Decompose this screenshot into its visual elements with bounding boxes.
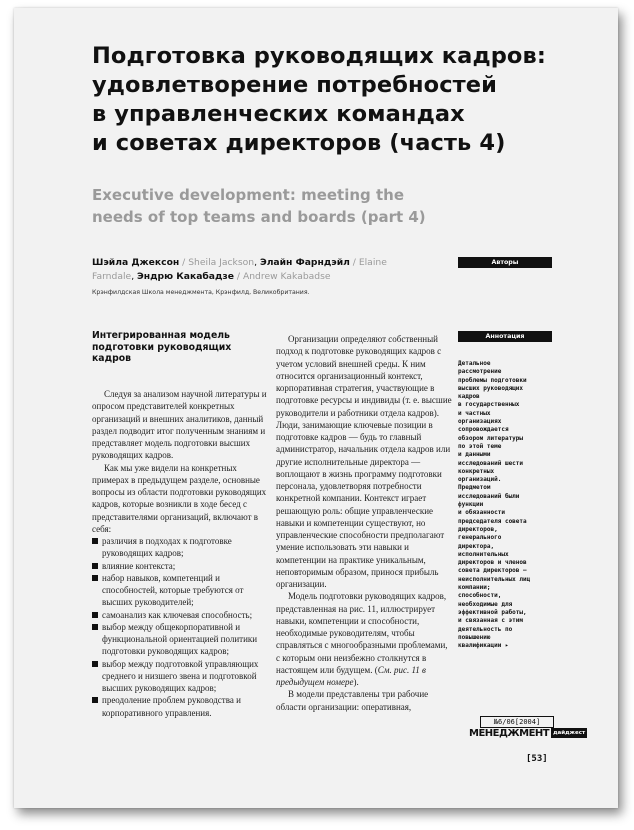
list-item: самоанализ как ключевая способность; (92, 609, 268, 621)
paragraph-text: ). (353, 677, 359, 687)
title-line: в управленческих командах (92, 101, 465, 127)
abstract-line: способности, (458, 592, 502, 600)
abstract-line: генерального (458, 534, 502, 542)
journal-page (14, 8, 618, 808)
abstract-line: в государственных (458, 401, 520, 409)
author-name-latin: Elaine (358, 257, 387, 268)
subtitle-line: needs of top teams and boards (part 4) (92, 208, 426, 226)
abstract-line: исполнительных (458, 550, 509, 558)
abstract-line: сопровождается (458, 426, 509, 434)
abstract-line: и связанная с этим (458, 617, 524, 625)
abstract-line: рассмотрение (458, 368, 502, 376)
paragraph-text: Модель подготовки руководящих кадров, представленная на рис. 11, иллюстрирует навыки, компетенции и способности, необходимые руководителям, чтобы справляться с многообразными проблемами, с которым они неизбежно столкнутся в настоящем или будущем. ( (276, 591, 448, 675)
list-item: различия в подходах к подготовке руководящих кадров; (92, 535, 268, 560)
abstract-line: деятельность по (458, 625, 513, 633)
paragraph: В модели представлены три рабочие области организации: оперативная, (276, 689, 429, 712)
abstract-line: председателя совета (458, 517, 527, 525)
abstract-line: обзором литературы (458, 434, 524, 442)
list-item: набор навыков, компетенций и способностей, которые требуются от высших руководителей; (92, 572, 268, 609)
list-item: преодоление проблем руководства и корпоративного управления. (92, 694, 268, 719)
article-title (92, 42, 572, 158)
abstract-line: функции (458, 501, 484, 509)
abstract-line: конкретных (458, 467, 495, 475)
title-line: удовлетворение потребностей (92, 72, 498, 98)
abstract-line: Детальное (458, 360, 491, 367)
paragraph: Организации определяют собственный подход к подготовке руководящих кадров с учетом условий внешней среды. К ним относится организационный контекст, корпоративная стратегия, участвующие в подготовке ресурсы и индивиды (т. е. высшие руководители и работники отдела кадров). Люди, занимающие ключевые позиции в подготовке кадров — будь то главный администратор, начальник отдела кадров или другие исполнительные директора — воплощают в жизнь программу подготовки персонала, удовлетворяя потребности конкретной компании. Контекст играет решающую роль: общие управленческие навыки и компетенции существуют, но управленческие способности предполагают умение использовать эти навыки и компетенции на практике уникальным, неповторимым образом, принося прибыль организации. (276, 334, 452, 589)
authors-label: Авторы (458, 257, 552, 268)
figure-reference: См. рис. 11 в предыдущем номере (276, 664, 426, 687)
abstract-line: организациях (458, 418, 502, 426)
title-line: Подготовка руководящих кадров: (92, 43, 546, 69)
author-list: Шэйла Джексон / Sheila Jackson, Элайн Фарндэйл / Elaine Farndale, Эндрю Какабадзе / Andrew Kakabadse (92, 257, 387, 282)
abstract-line: Предметом (458, 484, 491, 492)
abstract-line: и данными (458, 451, 491, 459)
author-name: Элайн Фарндэйл (259, 257, 350, 268)
abstract-line: по этой теме (458, 442, 502, 450)
abstract-line: исследований шести (458, 459, 524, 467)
abstract-line: проблемы подготовки (458, 376, 527, 384)
paragraph (276, 590, 452, 688)
affiliation: Крэнфилдская Школа менеджмента, Крэнфилд, Великобритания. (92, 289, 310, 296)
abstract-line: повышению (458, 633, 491, 641)
abstract-line: квалификации ▸ (458, 642, 509, 650)
journal-name: МЕНЕДЖМЕНТ (469, 728, 550, 739)
paragraph: Как мы уже видели на конкретных примерах в предыдущем разделе, основные вопросы из области подготовки руководящих кадров, которые возникли в ходе бесед с представителями организаций, включают в себя: (92, 462, 267, 534)
journal-tag: дайджест (553, 730, 586, 736)
abstract-line: кадров (458, 393, 480, 401)
abstract-line: исследований были (458, 492, 520, 500)
subtitle-line: Executive development: meeting the (92, 186, 405, 204)
text-column-1 (92, 388, 268, 719)
abstract-line: организаций. (458, 476, 502, 484)
abstract-line: и обязанности (458, 509, 505, 517)
abstract-line: директоров, (458, 525, 498, 533)
author-name-latin: Sheila Jackson (188, 257, 255, 268)
author-name-latin: Andrew Kakabadse (242, 270, 331, 282)
paragraph: Следуя за анализом научной литературы и опросом представителей конкретных организаций и внешних аналитиков, данный раздел подводит итог полученным знаниям и представляет модель подготовки высших руководящих кадров. (92, 389, 267, 461)
list-item: выбор между общекорпоративной и функциональной ориентацией политики подготовки руководящих кадров; (92, 621, 268, 658)
abstract-line: совета директоров — (458, 567, 527, 575)
title-line: и советах директоров (часть 4) (92, 130, 506, 156)
author-name-latin: Farndale (92, 270, 132, 282)
separator: / (179, 257, 189, 268)
section-heading: Интегрированная модель подготовки руководящих кадров (92, 330, 232, 364)
journal-logo (469, 728, 587, 740)
page-number: [53] (526, 754, 548, 764)
abstract-label: Аннотация (458, 331, 552, 342)
list-item: выбор между подготовкой управляющих среднего и низшего звена и подготовкой высших руководящих кадров; (92, 658, 268, 695)
abstract-line: высших руководящих (458, 384, 524, 392)
text-column-2 (276, 333, 452, 713)
abstract-line: неисполнительных лиц (458, 575, 531, 583)
author-name: Эндрю Какабадзе (137, 270, 234, 282)
separator: / (234, 270, 243, 282)
journal-issue: №6/06[2004] (480, 716, 554, 728)
abstract-line: директора, (458, 542, 495, 550)
list-item: влияние контекста; (92, 560, 268, 572)
abstract-line: эффективной работы, (458, 608, 527, 616)
separator: / (349, 257, 359, 268)
english-title (92, 184, 512, 228)
abstract-text (458, 360, 558, 650)
abstract-line: необходимые для (458, 600, 513, 608)
abstract-line: и частных (458, 409, 491, 417)
abstract-line: компании; (458, 584, 491, 592)
author-name: Шэйла Джексон (92, 257, 180, 268)
abstract-line: директоров и членов (458, 559, 527, 567)
